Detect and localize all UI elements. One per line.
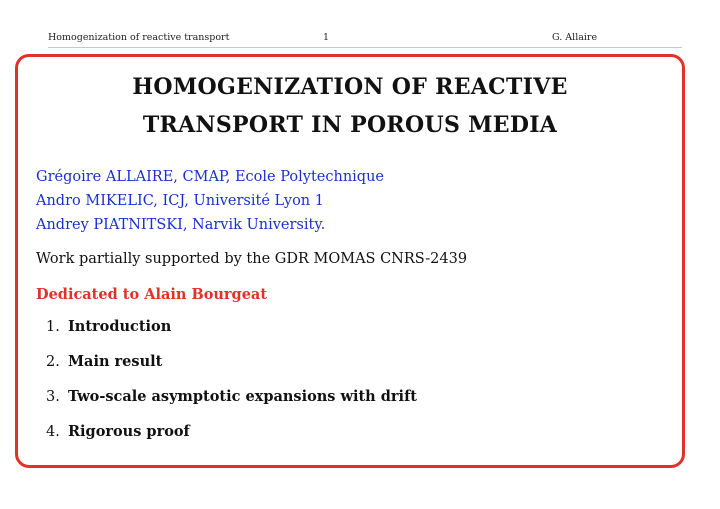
outline-item: [46, 423, 190, 440]
outline-number: 2.: [46, 354, 60, 370]
author-allaire: Grégoire ALLAIRE, CMAP, Ecole Polytechnique: [36, 169, 384, 185]
outline-number: 1.: [46, 319, 60, 335]
running-header-title: Homogenization of reactive transport: [48, 32, 230, 43]
outline-label: Rigorous proof: [68, 423, 190, 440]
running-header-author: G. Allaire: [552, 32, 598, 43]
outline-number: 3.: [46, 389, 60, 405]
outline-label: Introduction: [68, 318, 172, 335]
dedication: Dedicated to Alain Bourgeat: [36, 286, 268, 303]
slide-title-line-1: HOMOGENIZATION OF REACTIVE: [132, 74, 568, 100]
slide-title-line-2: TRANSPORT IN POROUS MEDIA: [142, 112, 558, 138]
author-piatnitski: Andrey PIATNITSKI, Narvik University.: [36, 217, 326, 233]
outline-item: [46, 353, 162, 370]
outline-label: Main result: [68, 353, 163, 370]
outline-item: [46, 318, 171, 335]
outline-item: [46, 388, 417, 405]
header-rule: [48, 47, 682, 48]
page-number: 1: [323, 32, 330, 43]
outline-label: Two-scale asymptotic expansions with drift: [68, 388, 417, 405]
outline-number: 4.: [46, 424, 60, 440]
support-statement: Work partially supported by the GDR MOMAS CNRS-2439: [36, 251, 468, 267]
author-mikelic: Andro MIKELIC, ICJ, Université Lyon 1: [36, 193, 324, 209]
